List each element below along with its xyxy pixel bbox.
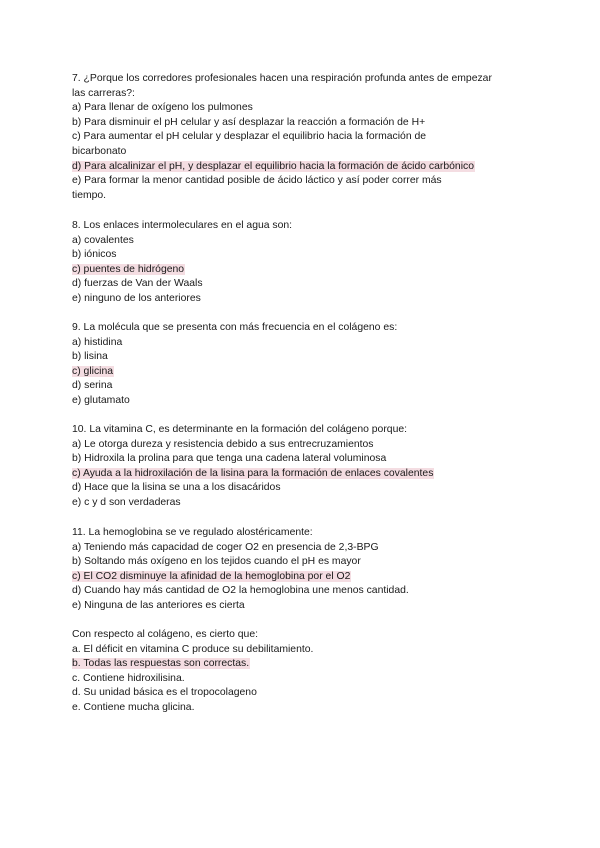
option-a: a) histidina — [72, 336, 123, 348]
question-stem-line: 10. La vitamina C, es determinante en la formación del colágeno porque: — [72, 424, 408, 435]
option-a: a) Para llenar de oxígeno los pulmones — [72, 102, 253, 114]
highlight: c) glicina — [72, 365, 113, 377]
option-c-continued: bicarbonato — [72, 145, 127, 157]
option-a: a) Le otorga dureza y resistencia debido a sus entrecruzamientos — [72, 438, 374, 450]
highlight: d) Para alcalinizar el pH, y desplazar el equilibrio hacia la formación de ácido carbónico — [72, 160, 474, 172]
question-colageno — [72, 628, 542, 716]
option-a: a. El déficit en vitamina C produce su debilitamiento. — [72, 643, 314, 655]
option-b: b) lisina — [72, 351, 108, 363]
question-stem-line: Con respecto al colágeno, es cierto que: — [72, 629, 258, 640]
option-d: d) Hace que la lisina se una a los disacáridos — [72, 482, 281, 494]
option-c: c. Contiene hidroxilisina. — [72, 672, 185, 684]
option-c: c) Para aumentar el pH celular y desplazar el equilibrio hacia la formación de — [72, 131, 427, 143]
highlight: c) puentes de hidrógeno — [72, 263, 185, 275]
option-b: b) Hidroxila la prolina para que tenga una cadena lateral voluminosa — [72, 453, 387, 465]
question-stem-line: 11. La hemoglobina se ve regulado alostéricamente: — [72, 527, 313, 538]
option-e: e) glutamato — [72, 394, 130, 406]
option-a: a) Teniendo más capacidad de coger O2 en presencia de 2,3-BPG — [72, 541, 379, 553]
option-b: b) Para disminuir el pH celular y así desplazar la reacción a formación de H+ — [72, 116, 426, 128]
option-c-correct — [72, 365, 542, 380]
question-10 — [72, 423, 542, 511]
highlight: c) Ayuda a la hidroxilación de la lisina para la formación de enlaces covalentes — [72, 467, 434, 479]
option-b: b) iónicos — [72, 249, 117, 261]
option-e: e) ninguno de los anteriores — [72, 292, 201, 304]
option-d: d) serina — [72, 380, 113, 392]
question-8 — [72, 219, 542, 307]
question-9 — [72, 321, 542, 409]
option-b: b) Soltando más oxígeno en los tejidos cuando el pH es mayor — [72, 556, 361, 568]
option-e-continued: tiempo. — [72, 189, 107, 201]
option-e: e) Para formar la menor cantidad posible de ácido láctico y así poder correr más — [72, 175, 442, 187]
question-stem-line: 7. ¿Porque los corredores profesionales hacen una respiración profunda antes de empezar — [72, 73, 492, 84]
option-e: e) Ninguna de las anteriores es cierta — [72, 599, 245, 611]
option-a: a) covalentes — [72, 234, 134, 246]
highlight: c) El CO2 disminuye la afinidad de la hemoglobina por el O2 — [72, 570, 351, 582]
option-d: d) fuerzas de Van der Waals — [72, 278, 203, 290]
highlight: b. Todas las respuestas son correctas. — [72, 658, 250, 670]
option-c-correct — [72, 570, 542, 585]
option-c-correct — [72, 467, 542, 482]
question-stem-line: 9. La molécula que se presenta con más frecuencia en el colágeno es: — [72, 322, 398, 333]
option-d-correct — [72, 160, 542, 175]
option-e: e. Contiene mucha glicina. — [72, 701, 195, 713]
option-d: d) Cuando hay más cantidad de O2 la hemoglobina une menos cantidad. — [72, 585, 409, 597]
question-7 — [72, 72, 542, 203]
question-11 — [72, 526, 542, 614]
question-stem-line: las carreras?: — [72, 87, 135, 99]
option-e: e) c y d son verdaderas — [72, 496, 181, 508]
option-b-correct — [72, 657, 542, 672]
option-c-correct — [72, 263, 542, 278]
question-stem-line: 8. Los enlaces intermoleculares en el agua son: — [72, 220, 293, 231]
option-d: d. Su unidad básica es el tropocolageno — [72, 687, 257, 699]
